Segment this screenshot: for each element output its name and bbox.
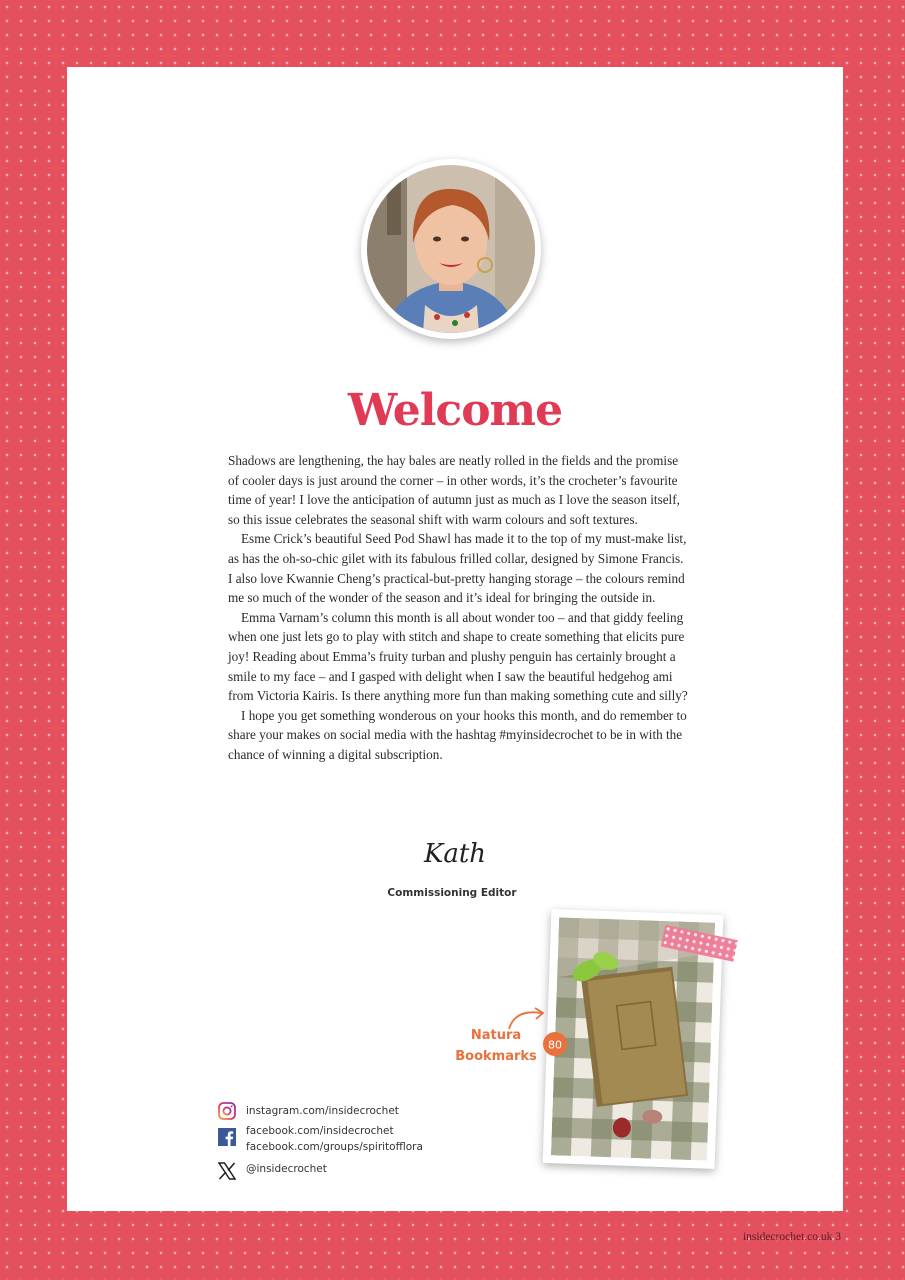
intro-paragraph: Emma Varnam’s column this month is all about wonder too – and that giddy feeling when one just lets go to play with stitch and shape to create something that elicits pure joy! Reading about Emma’s fruity turban and plushy penguin has certainly brought a smile to my face – and I gasped with delight when I saw the beautiful hedgehog ami from Victoria Kairis. Is there anything more fun than making something cute and silly? xyxy=(228,609,688,704)
intro-paragraph: Esme Crick’s beautiful Seed Pod Shawl has made it to the top of my must-make list, as has the oh-so-chic gilet with its fabulous frilled collar, designed by Simone Francis. I also love Kwannie Cheng’s practical-but-pretty hanging storage – the colours remind me so much of the wonder of the season and it’s ideal for bringing the outside in. xyxy=(228,531,687,606)
feature-callout[interactable] xyxy=(451,1025,541,1067)
editor-role: Commissioning Editor xyxy=(387,887,517,899)
footer-website[interactable]: insidecrochet.co.uk xyxy=(742,1231,833,1243)
footer-page-number: 3 xyxy=(835,1231,841,1243)
editor-photo xyxy=(367,165,535,333)
page-number-badge[interactable] xyxy=(542,1031,568,1057)
page-title: Welcome xyxy=(347,385,563,436)
bookmark-photo xyxy=(551,917,715,1160)
editor-portrait xyxy=(361,159,541,339)
x-link[interactable] xyxy=(217,1159,517,1181)
intro-paragraph: Shadows are lengthening, the hay bales are neatly rolled in the fields and the promise of cooler days is just around the corner – in other words, it’s the crocheter’s favourite time of year! I love the anticipation of autumn just as much as I love the season itself, so this issue celebrates the seasonal shift with warm colours and soft textures. xyxy=(228,453,680,527)
intro-paragraph: I hope you get something wonderous on your hooks this month, and do remember to share your makes on social media with the hashtag #myinsidecrochet to be in with the chance of winning a digital subscription. xyxy=(228,707,687,762)
instagram-handle: instagram.com/insidecrochet xyxy=(246,1105,399,1117)
magazine-page xyxy=(67,67,843,1211)
editor-signature: Kath xyxy=(423,839,487,869)
x-handle: @insidecrochet xyxy=(246,1163,327,1175)
callout-line: Bookmarks xyxy=(455,1049,537,1064)
social-links xyxy=(217,1101,517,1181)
page-footer xyxy=(743,1231,841,1243)
instagram-icon xyxy=(217,1101,237,1121)
feature-photo[interactable] xyxy=(543,909,724,1169)
facebook-page: facebook.com/insidecrochet xyxy=(246,1125,394,1137)
facebook-group: facebook.com/groups/spiritofflora xyxy=(246,1141,423,1153)
intro-text xyxy=(228,451,688,765)
instagram-link[interactable] xyxy=(217,1101,517,1123)
x-icon xyxy=(217,1161,237,1181)
facebook-links[interactable] xyxy=(217,1123,517,1159)
page-number-badge-text: 80 xyxy=(548,1038,562,1052)
facebook-icon xyxy=(217,1127,237,1147)
callout-line: Natura xyxy=(470,1028,522,1043)
